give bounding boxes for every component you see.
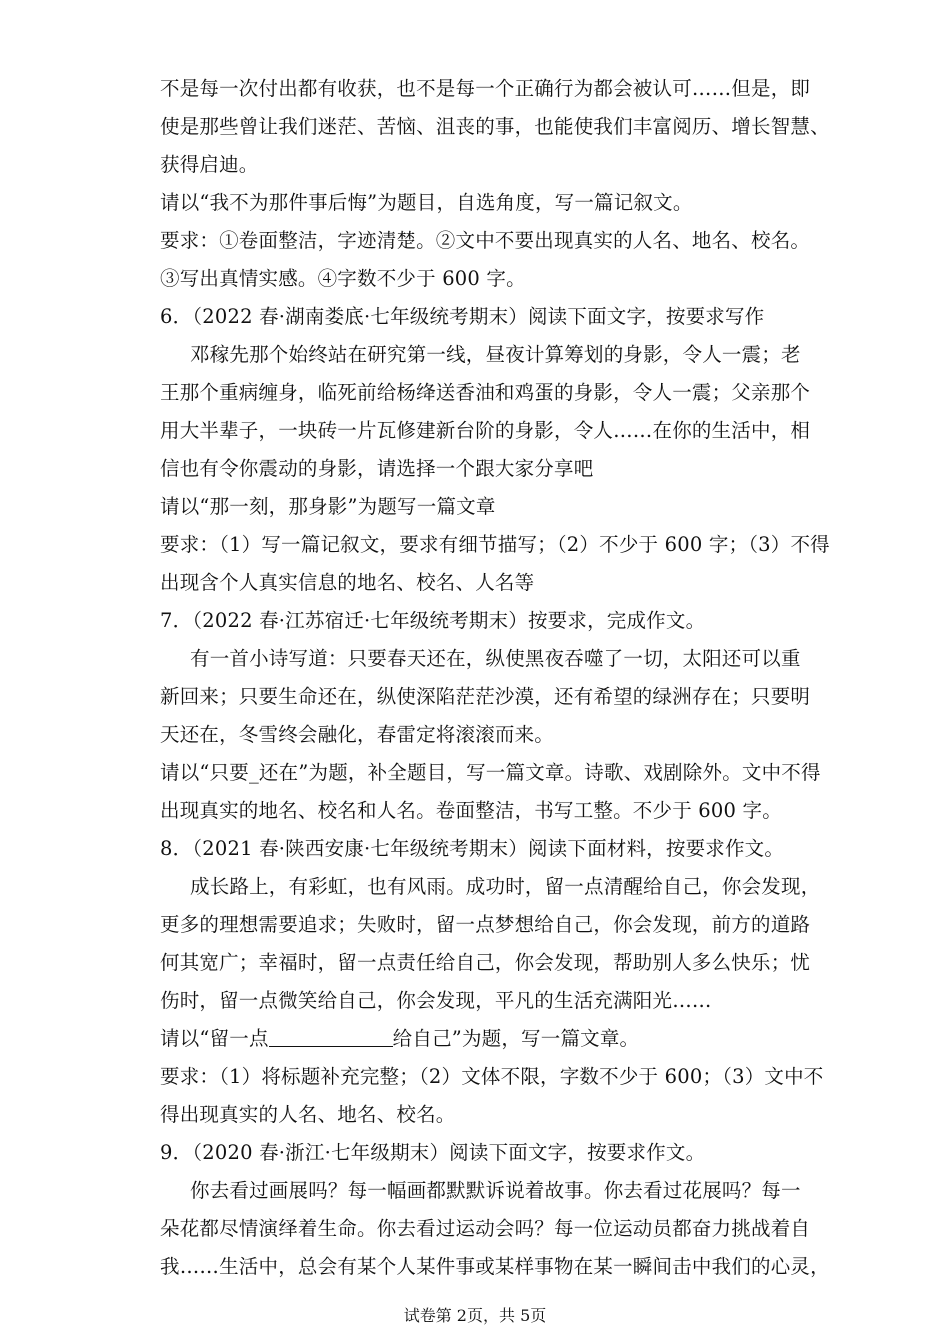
text-line: 使是那些曾让我们迷茫、苦恼、沮丧的事，也能使我们丰富阅历、增长智慧、 — [160, 115, 830, 138]
text-line: 有一首小诗写道：只要春天还在，纵使黑夜吞噬了一切，太阳还可以重 — [190, 647, 801, 670]
text-line: 王那个重病缠身，临死前给杨绛送香油和鸡蛋的身影，令人一震；父亲那个 — [160, 381, 811, 404]
text-line: 我……生活中，总会有某个人某件事或某样事物在某一瞬间击中我们的心灵， — [160, 1255, 830, 1278]
text-line: 成长路上，有彩虹，也有风雨。成功时，留一点清醒给自己，你会发现， — [190, 875, 821, 898]
text-line: 要求：（1）将标题补充完整；（2）文体不限，字数不少于 600；（3）文中不 — [160, 1065, 824, 1088]
question-8-heading: 8．（2021 春·陕西安康·七年级统考期末）阅读下面材料，按要求作文。 — [160, 837, 785, 860]
prompt-8-title-before: 请以“留一点 — [160, 1027, 269, 1050]
text-line: 获得启迪。 — [160, 153, 259, 176]
text-line: 新回来；只要生命还在，纵使深陷茫茫沙漠，还有希望的绿洲存在；只要明 — [160, 685, 811, 708]
text-line: 更多的理想需要追求；失败时，留一点梦想给自己，你会发现，前方的道路 — [160, 913, 811, 936]
text-line: 请以“只要_还在”为题，补全题目，写一篇文章。诗歌、戏剧除外。文中不得 — [160, 761, 821, 784]
prompt-8-title-after: 给自己”为题，写一篇文章。 — [392, 1027, 640, 1050]
text-line: 出现真实的地名、校名和人名。卷面整洁，书写工整。不少于 600 字。 — [160, 799, 782, 822]
text-line: 要求：①卷面整洁，字迹清楚。②文中不要出现真实的人名、地名、校名。 — [160, 229, 811, 252]
question-7-heading: 7．（2022 春·江苏宿迁·七年级统考期末）按要求，完成作文。 — [160, 609, 706, 632]
text-line: 要求：（1）写一篇记叙文，要求有细节描写；（2）不少于 600 字；（3）不得 — [160, 533, 830, 556]
text-line: 天还在，冬雪终会融化，春雷定将滚滚而来。 — [160, 723, 555, 746]
fill-in-blank — [269, 1028, 393, 1047]
prompt-8-title-line — [160, 1020, 800, 1058]
text-line: 朵花都尽情演绎着生命。你去看过运动会吗？每一位运动员都奋力挑战着自 — [160, 1217, 811, 1240]
question-9-heading: 9．（2020 春·浙江·七年级期末）阅读下面文字，按要求作文。 — [160, 1141, 706, 1164]
text-line: 信也有令你震动的身影，请选择一个跟大家分享吧 — [160, 457, 594, 480]
text-line: 不是每一次付出都有收获，也不是每一个正确行为都会被认可……但是，即 — [160, 77, 811, 100]
text-line: 何其宽广；幸福时，留一点责任给自己，你会发现，帮助别人多么快乐；忧 — [160, 951, 811, 974]
page-footer: 试卷第 2页，共 5页 — [403, 1306, 547, 1325]
text-line: 出现含个人真实信息的地名、校名、人名等 — [160, 571, 535, 594]
text-line: 伤时，留一点微笑给自己，你会发现，平凡的生活充满阳光…… — [160, 989, 712, 1012]
text-line: ③写出真情实感。④字数不少于 600 字。 — [160, 267, 526, 290]
question-6-heading: 6．（2022 春·湖南娄底·七年级统考期末）阅读下面文字，按要求写作 — [160, 305, 765, 328]
text-line: 邓稼先那个始终站在研究第一线，昼夜计算筹划的身影，令人一震；老 — [190, 343, 801, 366]
text-line: 请以“我不为那件事后悔”为题目，自选角度，写一篇记叙文。 — [160, 191, 693, 214]
text-line: 用大半辈子，一块砖一片瓦修建新台阶的身影，令人……在你的生活中，相 — [160, 419, 811, 442]
text-line: 你去看过画展吗？每一幅画都默默诉说着故事。你去看过花展吗？每一 — [190, 1179, 801, 1202]
text-line: 得出现真实的人名、地名、校名。 — [160, 1103, 456, 1126]
text-line: 请以“那一刻，那身影”为题写一篇文章 — [160, 495, 496, 518]
